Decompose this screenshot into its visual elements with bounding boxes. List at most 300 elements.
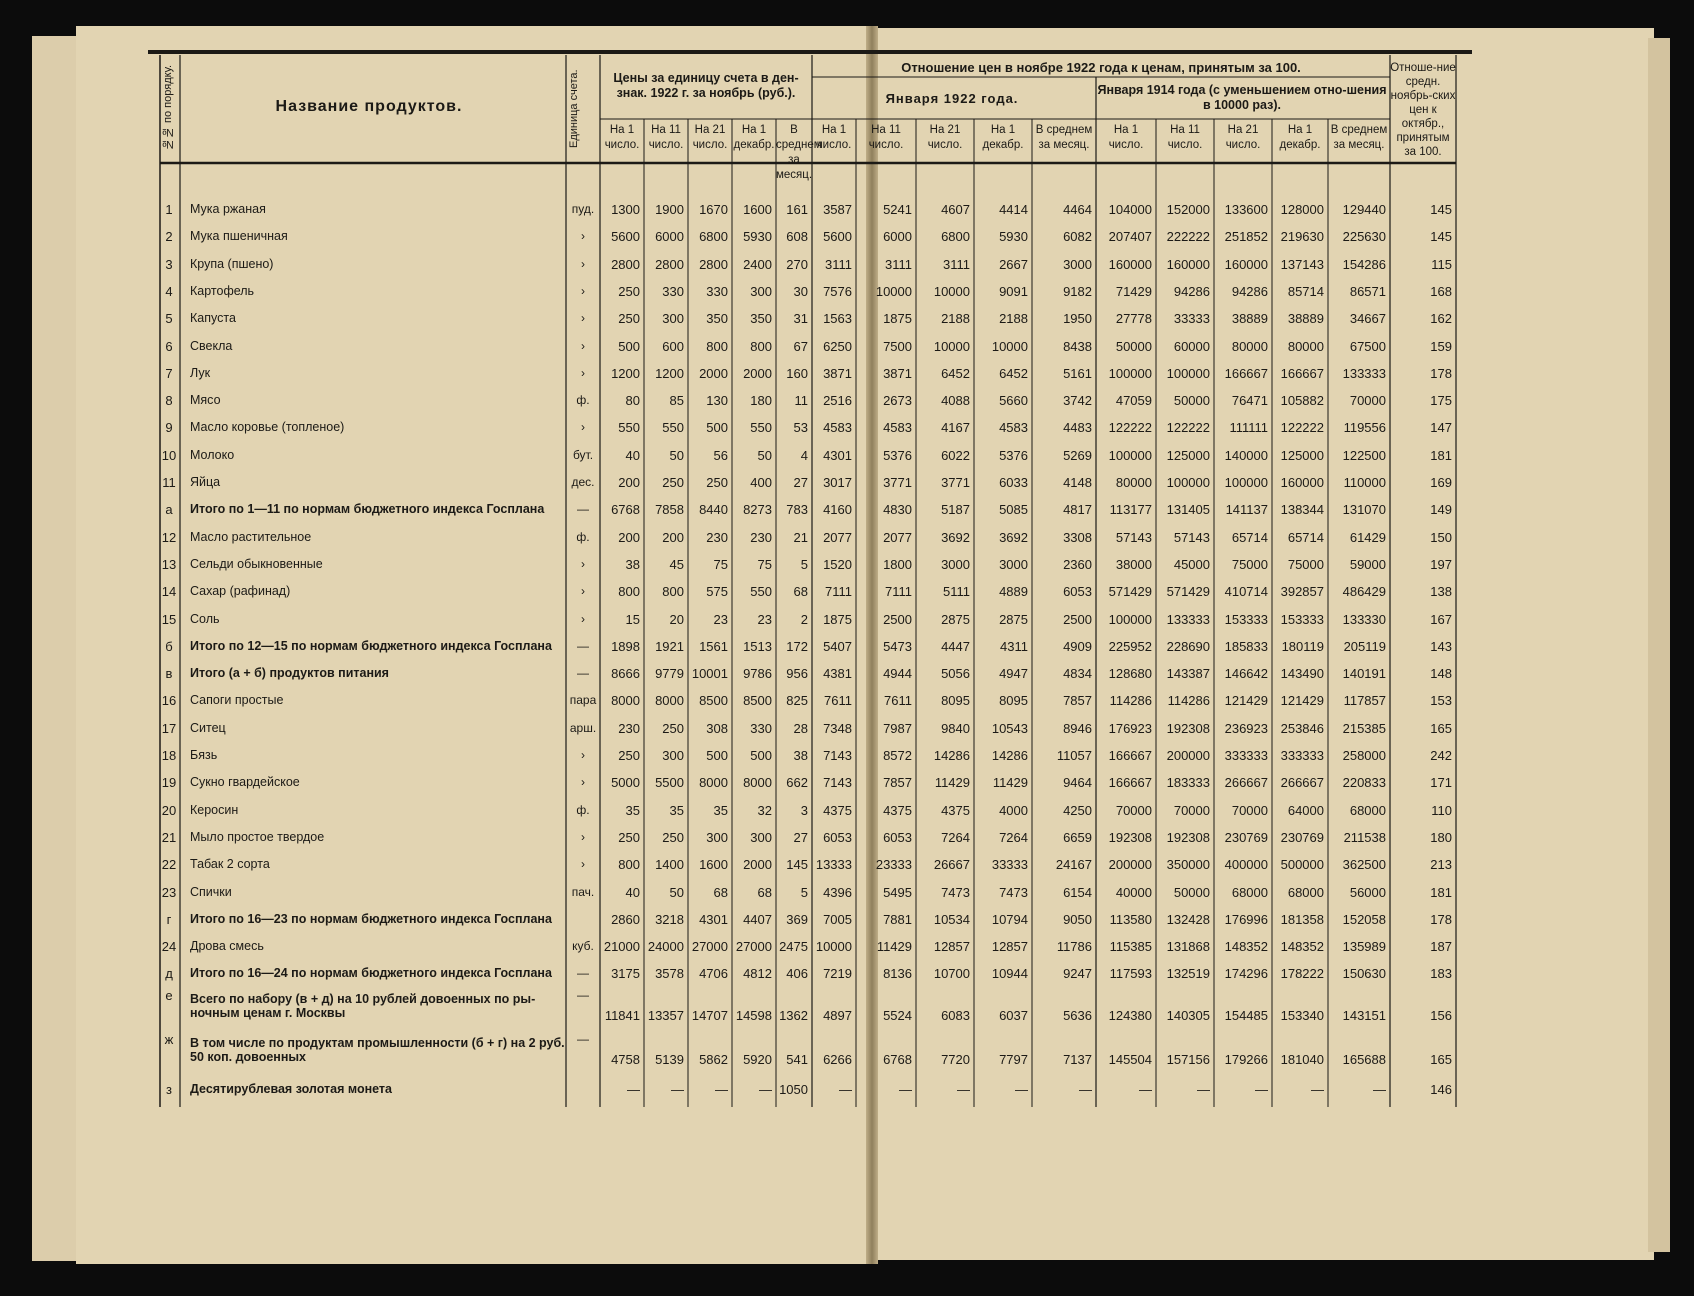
ratio-1922-cell: 6452 xyxy=(941,365,970,381)
row-number: 18 xyxy=(161,748,177,763)
row-number: 5 xyxy=(165,311,173,327)
price-cell: 21000 xyxy=(603,939,640,955)
price-cell: 1513 xyxy=(743,638,772,654)
ratio-1922-cell: 6083 xyxy=(941,1007,970,1023)
header-product-name: Название продуктов. xyxy=(275,98,463,115)
ratio-1914-cell: 205119 xyxy=(1343,638,1386,654)
price-cell: 11 xyxy=(794,393,808,409)
ratio-1922-cell: 10534 xyxy=(933,911,970,927)
ratio-1922-cell: 9050 xyxy=(1063,911,1092,927)
ratio-1922-cell: — xyxy=(899,1081,912,1097)
row-number: а xyxy=(165,502,173,518)
ratio-month-cell: 178 xyxy=(1430,911,1452,927)
ratio-1914-cell: 128680 xyxy=(1108,666,1152,682)
jan1922-subheader-5: В среднем за месяц. xyxy=(1035,124,1093,151)
ratio-1922-cell: 5187 xyxy=(941,502,970,518)
product-name: Масло коровье (топленое) xyxy=(190,420,345,435)
price-cell: 14598 xyxy=(735,1007,772,1023)
table-row xyxy=(160,687,1572,714)
jan1922-subheader-1: На 1 число. xyxy=(816,124,852,151)
ratio-1922-cell: — xyxy=(839,1081,852,1097)
ratio-1914-cell: 65714 xyxy=(1287,529,1324,545)
ratio-1914-cell: 211538 xyxy=(1343,829,1386,845)
unit-value: — xyxy=(577,502,589,517)
ratio-1922-cell: 4088 xyxy=(941,393,970,409)
ratio-1922-cell: 4167 xyxy=(941,420,970,436)
ratio-1914-cell: 228690 xyxy=(1166,638,1210,654)
unit-value: › xyxy=(581,748,585,762)
row-number: в xyxy=(165,666,173,682)
ratio-1914-cell: 122500 xyxy=(1342,447,1386,463)
prices-subheader-4: На 1 декабр. xyxy=(733,124,775,151)
prices-subheader-1: На 1 число. xyxy=(604,124,640,151)
ratio-1914-cell: 70000 xyxy=(1349,393,1386,409)
jan1914-subheader-3: На 21 число. xyxy=(1225,124,1261,151)
ratio-1914-cell: 571429 xyxy=(1108,584,1152,600)
product-name: Капуста xyxy=(190,311,236,326)
product-name: Масло растительное xyxy=(190,529,312,544)
table-row xyxy=(160,360,1572,387)
price-cell: 3 xyxy=(800,802,808,818)
table-row xyxy=(160,606,1572,633)
table-row xyxy=(160,196,1572,223)
price-cell: 300 xyxy=(750,283,772,299)
ratio-1914-cell: 146642 xyxy=(1224,666,1268,682)
product-name: Свекла xyxy=(190,338,233,353)
ratio-1922-cell: 6250 xyxy=(823,338,852,354)
price-cell: 24000 xyxy=(647,939,684,955)
ratio-1914-cell: 122222 xyxy=(1280,420,1324,436)
prices-subheader-5: В среднем за месяц. xyxy=(776,124,822,181)
ratio-1914-cell: 56000 xyxy=(1349,884,1386,900)
ratio-1922-cell: 1875 xyxy=(823,611,852,627)
unit-value: › xyxy=(581,829,585,844)
table-row xyxy=(160,660,1572,687)
ratio-1914-cell: 104000 xyxy=(1108,202,1152,217)
row-number: 13 xyxy=(161,556,177,572)
ratio-1922-cell: 14286 xyxy=(933,748,970,763)
ratio-1922-cell: 2500 xyxy=(1063,611,1092,627)
ratio-1914-cell: 70000 xyxy=(1173,802,1210,818)
ratio-month-cell: 153 xyxy=(1430,693,1452,709)
ratio-1922-cell: 3771 xyxy=(941,475,970,490)
ratio-1922-cell: 4301 xyxy=(823,447,852,463)
ratio-1914-cell: 133333 xyxy=(1342,365,1386,381)
ratio-1922-cell: 7111 xyxy=(885,584,912,600)
row-number: ж xyxy=(164,1031,174,1047)
unit-value: › xyxy=(581,256,585,271)
ratio-1914-cell: 215385 xyxy=(1342,720,1386,736)
ratio-1914-cell: 219630 xyxy=(1280,229,1324,245)
ratio-1922-cell: 2077 xyxy=(883,529,912,545)
price-cell: 300 xyxy=(706,829,728,845)
ratio-1914-cell: 153340 xyxy=(1280,1007,1324,1023)
unit-value: › xyxy=(581,775,585,790)
price-cell: 11841 xyxy=(604,1007,640,1023)
ratio-1922-cell: 2516 xyxy=(823,393,852,409)
ratio-1914-cell: 333333 xyxy=(1280,748,1324,763)
price-cell: 8000 xyxy=(743,775,772,791)
price-table xyxy=(160,55,1572,1205)
ratio-1922-cell: 7473 xyxy=(999,884,1028,900)
ratio-1922-cell: 3111 xyxy=(943,256,970,272)
ratio-month-cell: 242 xyxy=(1430,748,1452,763)
ratio-1914-cell: 178222 xyxy=(1280,966,1324,982)
ratio-1922-cell: 7611 xyxy=(824,693,852,709)
unit-value: пара xyxy=(569,693,597,708)
price-cell: 9779 xyxy=(655,666,684,682)
price-cell: 200 xyxy=(618,475,640,490)
ratio-1914-cell: 176996 xyxy=(1224,911,1268,927)
price-cell: 308 xyxy=(706,720,728,736)
ratio-1914-cell: 333333 xyxy=(1224,748,1268,763)
ratio-1922-cell: 4947 xyxy=(999,666,1028,682)
ratio-1914-cell: 220833 xyxy=(1342,775,1386,791)
price-cell: 23 xyxy=(757,611,772,627)
ratio-1914-cell: 166667 xyxy=(1224,365,1268,381)
ratio-1922-cell: 7611 xyxy=(884,693,912,709)
unit-value: › xyxy=(581,311,585,326)
ratio-1922-cell: 1800 xyxy=(883,556,912,572)
ratio-1914-cell: 143387 xyxy=(1166,666,1210,682)
price-cell: 400 xyxy=(750,475,772,490)
price-cell: 300 xyxy=(662,748,684,763)
ratio-month-cell: 156 xyxy=(1430,1007,1452,1023)
table-row xyxy=(160,824,1572,851)
ratio-1914-cell: 153333 xyxy=(1224,611,1268,627)
ratio-1922-cell: 2875 xyxy=(941,611,970,627)
ratio-1914-cell: 100000 xyxy=(1166,365,1210,381)
ratio-1922-cell: 33333 xyxy=(991,857,1028,873)
ratio-1922-cell: 12857 xyxy=(991,939,1028,955)
ratio-1914-cell: 181358 xyxy=(1280,911,1324,927)
ratio-1914-cell: — xyxy=(1373,1081,1386,1097)
price-cell: 30 xyxy=(793,283,808,299)
ratio-1914-cell: 138344 xyxy=(1280,502,1324,518)
price-cell: 27000 xyxy=(735,939,772,955)
price-cell: 330 xyxy=(750,720,772,736)
ratio-1922-cell: 4375 xyxy=(883,802,912,818)
price-cell: 1362 xyxy=(779,1007,808,1023)
ratio-1922-cell: 3000 xyxy=(941,556,970,572)
table-row xyxy=(160,305,1572,332)
table-row xyxy=(160,496,1572,523)
ratio-1922-cell: 5930 xyxy=(999,229,1028,245)
price-cell: 1600 xyxy=(743,202,772,217)
product-name: Ситец xyxy=(190,720,226,735)
ratio-1914-cell: 225630 xyxy=(1342,229,1386,245)
table-row xyxy=(160,414,1572,441)
price-cell: 4301 xyxy=(699,911,728,927)
ratio-1922-cell: 9091 xyxy=(999,283,1028,299)
ratio-1914-cell: 80000 xyxy=(1231,338,1268,354)
price-cell: 369 xyxy=(786,911,808,927)
ratio-1922-cell: 2360 xyxy=(1063,556,1092,572)
product-name: Десятирублевая золотая монета xyxy=(190,1081,392,1096)
ratio-1922-cell: 4160 xyxy=(823,502,852,518)
ratio-1922-cell: 1950 xyxy=(1063,311,1092,327)
table-row xyxy=(160,1032,1572,1076)
ratio-1922-cell: 10000 xyxy=(991,338,1028,354)
price-cell: 2800 xyxy=(699,256,728,272)
ratio-1922-cell: 9464 xyxy=(1063,775,1092,791)
ratio-1914-cell: 133330 xyxy=(1342,611,1386,627)
ratio-1914-cell: 110000 xyxy=(1343,475,1386,490)
ratio-1922-cell: 5376 xyxy=(999,447,1028,463)
ratio-1914-cell: 33333 xyxy=(1173,311,1210,327)
price-cell: 9786 xyxy=(743,666,772,682)
ratio-1914-cell: 129440 xyxy=(1342,202,1386,217)
price-cell: 800 xyxy=(618,857,640,873)
price-cell: 1600 xyxy=(699,857,728,873)
ratio-1922-cell: 3692 xyxy=(999,529,1028,545)
ratio-1922-cell: 3692 xyxy=(941,529,970,545)
product-name: Соль xyxy=(190,611,220,626)
ratio-month-cell: 167 xyxy=(1430,611,1452,627)
product-name: Итого (а + б) продуктов питания xyxy=(190,666,389,681)
ratio-1922-cell: 5660 xyxy=(999,393,1028,409)
ratio-1914-cell: 64000 xyxy=(1287,802,1324,818)
ratio-1914-cell: 122222 xyxy=(1166,420,1210,436)
price-cell: 27 xyxy=(793,475,808,490)
unit-value: › xyxy=(581,283,585,298)
ratio-1914-cell: 57143 xyxy=(1173,529,1210,545)
ratio-1922-cell: 7987 xyxy=(883,720,912,736)
ratio-1914-cell: 185833 xyxy=(1224,638,1268,654)
ratio-1914-cell: 180119 xyxy=(1281,638,1324,654)
product-name: Табак 2 сорта xyxy=(190,857,270,872)
ratio-1914-cell: 253846 xyxy=(1280,720,1324,736)
ratio-1922-cell: 3871 xyxy=(883,365,912,381)
ratio-1922-cell: 11429 xyxy=(876,939,912,955)
ratio-1914-cell: 165688 xyxy=(1342,1051,1386,1067)
ratio-month-cell: 143 xyxy=(1430,638,1452,654)
ratio-1922-cell: 4250 xyxy=(1063,802,1092,818)
ratio-1922-cell: 10000 xyxy=(933,338,970,354)
ratio-1922-cell: 11057 xyxy=(1056,748,1092,763)
price-cell: 541 xyxy=(786,1051,808,1067)
table-row xyxy=(160,251,1572,278)
price-cell: 1921 xyxy=(655,638,684,654)
unit-value: › xyxy=(581,857,585,872)
ratio-1914-cell: 160000 xyxy=(1280,475,1324,490)
ratio-1914-cell: 40000 xyxy=(1115,884,1152,900)
ratio-1914-cell: 140191 xyxy=(1342,666,1386,682)
ratio-1922-cell: 5636 xyxy=(1063,1007,1092,1023)
ratio-1922-cell: 2667 xyxy=(999,256,1028,272)
ratio-1914-cell: 100000 xyxy=(1166,475,1210,490)
product-name: Мясо xyxy=(190,393,221,408)
unit-value: ф. xyxy=(576,802,590,817)
ratio-1922-cell: 4944 xyxy=(883,666,912,682)
ratio-1922-cell: 4889 xyxy=(999,584,1028,600)
ratio-1914-cell: 230769 xyxy=(1224,829,1268,845)
ratio-1914-cell: 38000 xyxy=(1115,556,1152,572)
ratio-1914-cell: 166667 xyxy=(1108,748,1152,763)
ratio-1914-cell: 486429 xyxy=(1342,584,1386,600)
ratio-1914-cell: — xyxy=(1311,1081,1324,1097)
ratio-1914-cell: 350000 xyxy=(1166,857,1210,873)
price-cell: 200 xyxy=(662,529,684,545)
ratio-1922-cell: 7137 xyxy=(1063,1051,1092,1067)
price-cell: — xyxy=(759,1081,772,1097)
ratio-1922-cell: 12857 xyxy=(933,939,970,955)
ratio-1914-cell: 121429 xyxy=(1224,693,1268,709)
price-cell: 68 xyxy=(757,884,772,900)
ratio-1922-cell: 11786 xyxy=(1056,939,1092,955)
price-cell: 5139 xyxy=(655,1051,684,1067)
ratio-1922-cell: 4375 xyxy=(823,802,852,818)
row-number: д xyxy=(165,966,173,982)
price-cell: 4407 xyxy=(743,911,772,927)
table-row xyxy=(160,578,1572,605)
price-cell: 45 xyxy=(669,556,684,572)
ratio-1914-cell: 100000 xyxy=(1108,365,1152,381)
price-cell: 500 xyxy=(706,748,728,763)
unit-value: — xyxy=(577,987,589,1002)
ratio-1922-cell: 9182 xyxy=(1063,283,1092,299)
unit-value: дес. xyxy=(571,475,595,489)
table-row xyxy=(160,879,1572,906)
price-cell: 200 xyxy=(618,529,640,545)
price-cell: 50 xyxy=(757,447,772,463)
ratio-1922-cell: 2673 xyxy=(883,393,912,409)
price-cell: 500 xyxy=(750,748,772,763)
price-cell: 40 xyxy=(625,884,640,900)
price-cell: 5600 xyxy=(611,229,640,245)
table-row xyxy=(160,960,1572,987)
ratio-month-cell: 178 xyxy=(1430,365,1452,381)
header-ratio-group: Отношение цен в ноябре 1922 года к ценам, принятым за 100. xyxy=(901,60,1301,75)
ratio-1922-cell: 8095 xyxy=(999,693,1028,709)
header-number: №№ по порядку. xyxy=(162,64,174,150)
ratio-1914-cell: 222222 xyxy=(1166,229,1210,245)
price-cell: 8000 xyxy=(611,693,640,709)
price-cell: 40 xyxy=(625,447,640,463)
ratio-1922-cell: 6659 xyxy=(1063,829,1092,845)
price-cell: 7858 xyxy=(655,502,684,518)
unit-value: пуд. xyxy=(571,202,595,216)
ratio-1922-cell: 3308 xyxy=(1063,529,1092,545)
price-cell: 32 xyxy=(757,802,772,818)
ratio-1914-cell: 143151 xyxy=(1342,1007,1386,1023)
ratio-1914-cell: 258000 xyxy=(1342,748,1386,763)
ratio-month-cell: 150 xyxy=(1430,529,1452,545)
product-name: Итого по 16—23 по нормам бюджетного индекса Госплана xyxy=(190,911,552,926)
prices-subheader-2: На 11 число. xyxy=(648,124,684,151)
ratio-1914-cell: 148352 xyxy=(1280,939,1324,955)
ratio-1914-cell: 140000 xyxy=(1224,447,1268,463)
price-cell: 250 xyxy=(662,720,684,736)
ratio-month-cell: 162 xyxy=(1430,311,1452,327)
ratio-1914-cell: 160000 xyxy=(1224,256,1268,272)
ratio-1922-cell: 2875 xyxy=(999,611,1028,627)
ratio-1922-cell: 7264 xyxy=(999,829,1028,845)
ratio-1914-cell: 236923 xyxy=(1224,720,1268,736)
jan1914-subheader-4: На 1 декабр. xyxy=(1279,124,1321,151)
unit-value: — xyxy=(577,966,589,981)
ratio-1914-cell: 148352 xyxy=(1224,939,1268,955)
table-row xyxy=(160,933,1572,960)
price-cell: — xyxy=(715,1081,728,1097)
ratio-1914-cell: 76471 xyxy=(1231,393,1268,409)
ratio-1922-cell: 6000 xyxy=(883,229,912,245)
price-cell: 3578 xyxy=(655,966,684,982)
ratio-1914-cell: 192308 xyxy=(1166,720,1210,736)
product-name: Картофель xyxy=(190,283,255,298)
ratio-1922-cell: 3587 xyxy=(823,202,852,217)
ratio-1922-cell: 7720 xyxy=(941,1051,970,1067)
ratio-1922-cell: 2188 xyxy=(999,311,1028,327)
ratio-1914-cell: 117857 xyxy=(1343,693,1386,709)
ratio-1914-cell: 114286 xyxy=(1109,693,1152,709)
price-cell: 250 xyxy=(618,311,640,327)
unit-value: — xyxy=(577,638,589,653)
ratio-1922-cell: 7005 xyxy=(823,911,852,927)
ratio-1922-cell: 4817 xyxy=(1063,502,1092,518)
product-name: Итого по 1—11 по нормам бюджетного индекса Госплана xyxy=(190,502,545,517)
ratio-1922-cell: 3871 xyxy=(823,365,852,381)
ratio-1914-cell: 125000 xyxy=(1280,447,1324,463)
price-cell: 50 xyxy=(669,447,684,463)
price-cell: 5000 xyxy=(611,775,640,791)
ratio-1914-cell: 141137 xyxy=(1225,502,1268,518)
ratio-month-cell: 181 xyxy=(1430,884,1452,900)
table-row xyxy=(160,715,1572,742)
ratio-1922-cell: 6037 xyxy=(999,1007,1028,1023)
ratio-1914-cell: 132519 xyxy=(1166,966,1210,982)
price-cell: 300 xyxy=(662,311,684,327)
table-row xyxy=(160,851,1572,878)
price-cell: 500 xyxy=(618,338,640,354)
unit-value: ф. xyxy=(576,393,590,408)
table-row xyxy=(160,551,1572,578)
ratio-1914-cell: 38889 xyxy=(1231,311,1268,327)
price-cell: 68 xyxy=(713,884,728,900)
jan1914-subheader-5: В среднем за месяц. xyxy=(1330,124,1388,151)
ratio-month-cell: 165 xyxy=(1430,1051,1452,1067)
ratio-1922-cell: 9840 xyxy=(941,720,970,736)
ratio-1914-cell: 192308 xyxy=(1166,829,1210,845)
price-cell: 4812 xyxy=(743,966,772,982)
ratio-1922-cell: 11429 xyxy=(992,775,1028,791)
ratio-1922-cell: 8572 xyxy=(883,748,912,763)
product-name: Мука пшеничная xyxy=(190,229,288,244)
ratio-1922-cell: 4414 xyxy=(999,202,1028,217)
row-number: 20 xyxy=(161,802,177,818)
unit-value: › xyxy=(581,365,585,380)
price-cell: 56 xyxy=(713,447,728,463)
ratio-1914-cell: 27778 xyxy=(1115,311,1152,327)
ratio-1922-cell: 6053 xyxy=(883,829,912,845)
ratio-1914-cell: 59000 xyxy=(1349,556,1386,572)
unit-value: пач. xyxy=(571,884,595,899)
product-name: Лук xyxy=(190,365,211,380)
ratio-1922-cell: 6800 xyxy=(941,229,970,245)
price-cell: 85 xyxy=(669,393,684,409)
table-row xyxy=(160,1076,1572,1103)
ratio-1914-cell: 132428 xyxy=(1166,911,1210,927)
ratio-1922-cell: 7576 xyxy=(823,283,852,299)
ratio-1914-cell: 181040 xyxy=(1280,1051,1324,1067)
price-cell: 2475 xyxy=(779,939,808,955)
ratio-1922-cell: 3017 xyxy=(823,475,852,490)
unit-value: › xyxy=(581,420,585,435)
price-cell: 956 xyxy=(786,666,808,682)
ratio-month-cell: 149 xyxy=(1430,502,1452,518)
ratio-1922-cell: 7857 xyxy=(1063,693,1092,709)
price-cell: 330 xyxy=(662,283,684,299)
